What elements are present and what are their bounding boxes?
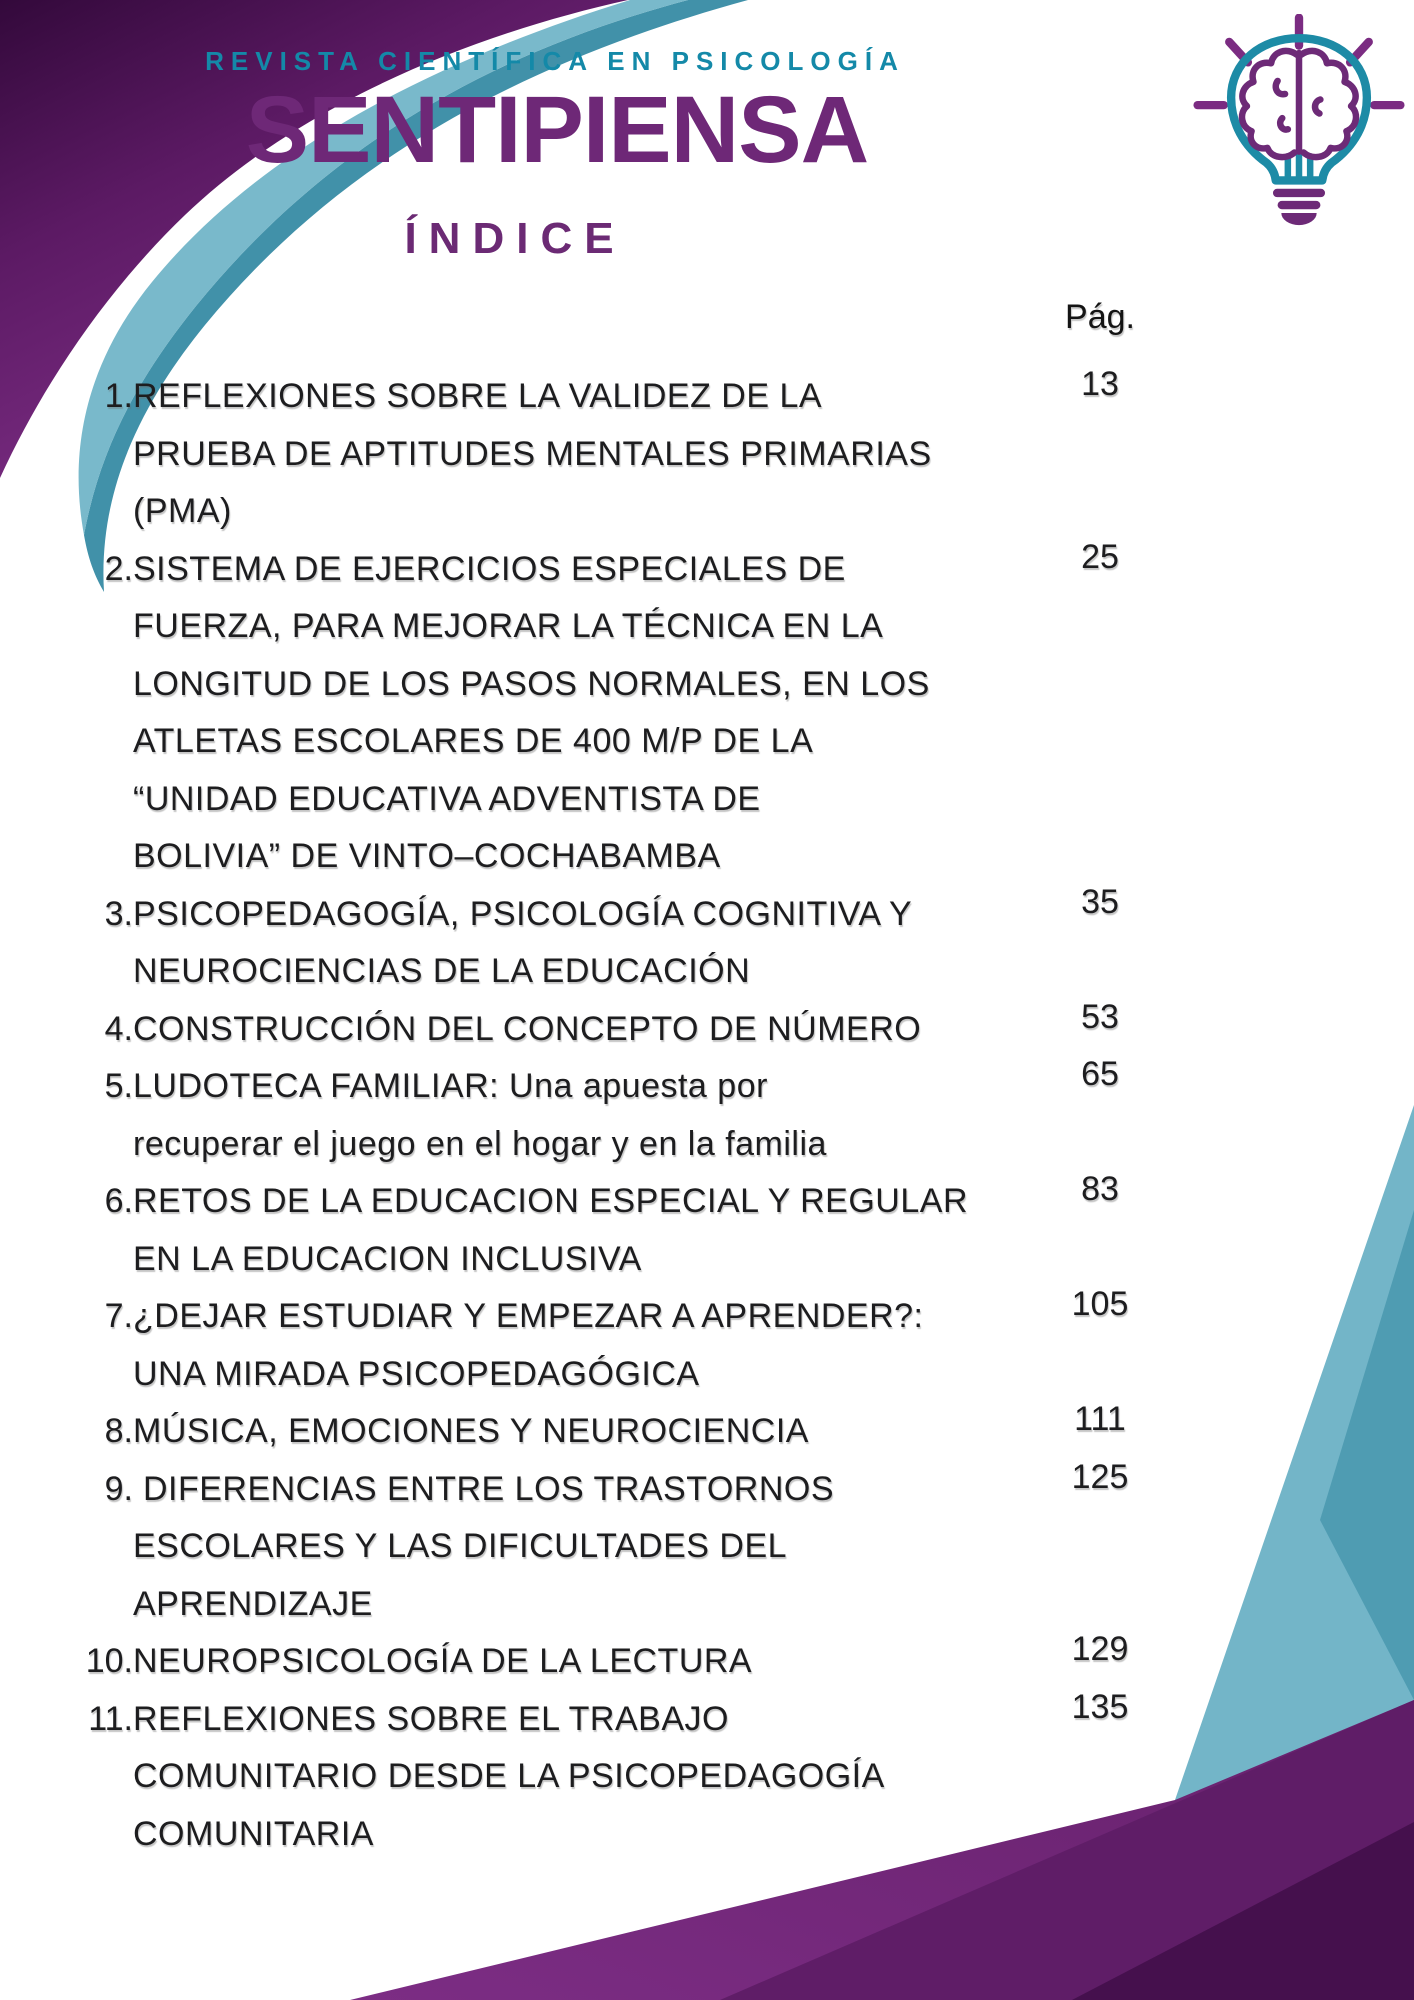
index-item-number: 2.: [104, 549, 133, 588]
index-item: [85, 1457, 1325, 1634]
index-item-line: PRUEBA DE APTITUDES MENTALES PRIMARIAS: [133, 434, 932, 473]
index-item-line: CONSTRUCCIÓN DEL CONCEPTO DE NÚMERO: [133, 1009, 922, 1048]
index-item: [85, 1285, 1325, 1403]
brain-lightbulb-icon: [1192, 14, 1406, 226]
index-item-number: 10.: [85, 1642, 133, 1680]
index-item-line: FUERZA, PARA MEJORAR LA TÉCNICA EN LA: [133, 607, 884, 645]
index-item-line: PSICOPEDAGOGÍA, PSICOLOGÍA COGNITIVA Y: [133, 894, 913, 933]
index-item-line: ¿DEJAR ESTUDIAR Y EMPEZAR A APRENDER?:: [133, 1297, 924, 1335]
index-item-line: SISTEMA DE EJERCICIOS ESPECIALES DE: [133, 549, 846, 588]
index-item-number: 6.: [104, 1182, 133, 1220]
index-item-line: ESCOLARES Y LAS DIFICULTADES DEL: [133, 1527, 788, 1565]
index-item-line: RETOS DE LA EDUCACION ESPECIAL Y REGULAR: [133, 1182, 969, 1220]
index-item-line: ATLETAS ESCOLARES DE 400 M/P DE LA: [133, 722, 814, 760]
index-item: [85, 537, 1325, 886]
page-column-label: Pág.: [1065, 298, 1135, 336]
index-item-page: 83: [1081, 1170, 1119, 1208]
index-item-line: REFLEXIONES SOBRE LA VALIDEZ DE LA: [133, 377, 823, 415]
index-item: [85, 365, 1325, 541]
index-item-number: 9.: [104, 1469, 133, 1508]
index-item-line: NEUROCIENCIAS DE LA EDUCACIÓN: [133, 952, 751, 990]
index-item-page: 65: [1081, 1055, 1119, 1093]
index-item-number: 8.: [104, 1412, 133, 1450]
index-item-line: “UNIDAD EDUCATIVA ADVENTISTA DE: [133, 779, 761, 818]
index-item-line: LUDOTECA FAMILIAR: Una apuesta por: [133, 1067, 768, 1105]
index-item-page: 13: [1081, 365, 1119, 403]
index-item-number: 7.: [104, 1297, 133, 1335]
index-item-number: 1.: [104, 377, 133, 415]
index-item-line: MÚSICA, EMOCIONES Y NEUROCIENCIA: [133, 1412, 809, 1450]
index-item: [85, 1055, 1325, 1173]
index-item: [85, 882, 1325, 1001]
index-item-page: 53: [1081, 997, 1119, 1036]
index-item-page: 135: [1071, 1687, 1129, 1726]
journal-kicker: REVISTA CIENTÍFICA EN PSICOLOGÍA: [205, 46, 905, 76]
index-item-line: EN LA EDUCACION INCLUSIVA: [133, 1239, 642, 1278]
index-item: [85, 1170, 1325, 1288]
index-item-line: BOLIVIA” DE VINTO–COCHABAMBA: [133, 837, 721, 875]
index-item-line: NEUROPSICOLOGÍA DE LA LECTURA: [133, 1642, 753, 1680]
index-item-title: [133, 541, 1325, 886]
index-item: [85, 1687, 1325, 1864]
index-item-number: 3.: [104, 894, 133, 933]
index-item-page: 35: [1081, 882, 1119, 921]
index-list: [85, 365, 1325, 1863]
index-item-number: 11.: [88, 1699, 133, 1738]
index-item-page: 105: [1071, 1285, 1129, 1323]
index-item-page: 25: [1081, 537, 1119, 576]
journal-title: SENTIPIENSA: [245, 77, 869, 183]
index-heading: ÍNDICE: [404, 214, 626, 263]
index-item-page: 125: [1071, 1457, 1129, 1496]
index-item-line: COMUNITARIO DESDE LA PSICOPEDAGOGÍA: [133, 1757, 885, 1795]
index-item-line: APRENDIZAJE: [133, 1584, 373, 1623]
index-item-number: 4.: [104, 1009, 133, 1048]
index-item-line: DIFERENCIAS ENTRE LOS TRASTORNOS: [133, 1469, 835, 1508]
index-item-line: LONGITUD DE LOS PASOS NORMALES, EN LOS: [133, 664, 930, 703]
index-item-number: 5.: [104, 1067, 133, 1105]
index-item-line: (PMA): [133, 492, 232, 530]
index-item-page: 129: [1071, 1630, 1129, 1668]
index-item-line: recuperar el juego en el hogar y en la familia: [133, 1124, 827, 1163]
index-item-line: REFLEXIONES SOBRE EL TRABAJO: [133, 1699, 729, 1738]
index-item-line: UNA MIRADA PSICOPEDAGÓGICA: [133, 1354, 700, 1393]
index-item-line: COMUNITARIA: [133, 1814, 374, 1853]
index-item-page: 111: [1074, 1400, 1126, 1438]
